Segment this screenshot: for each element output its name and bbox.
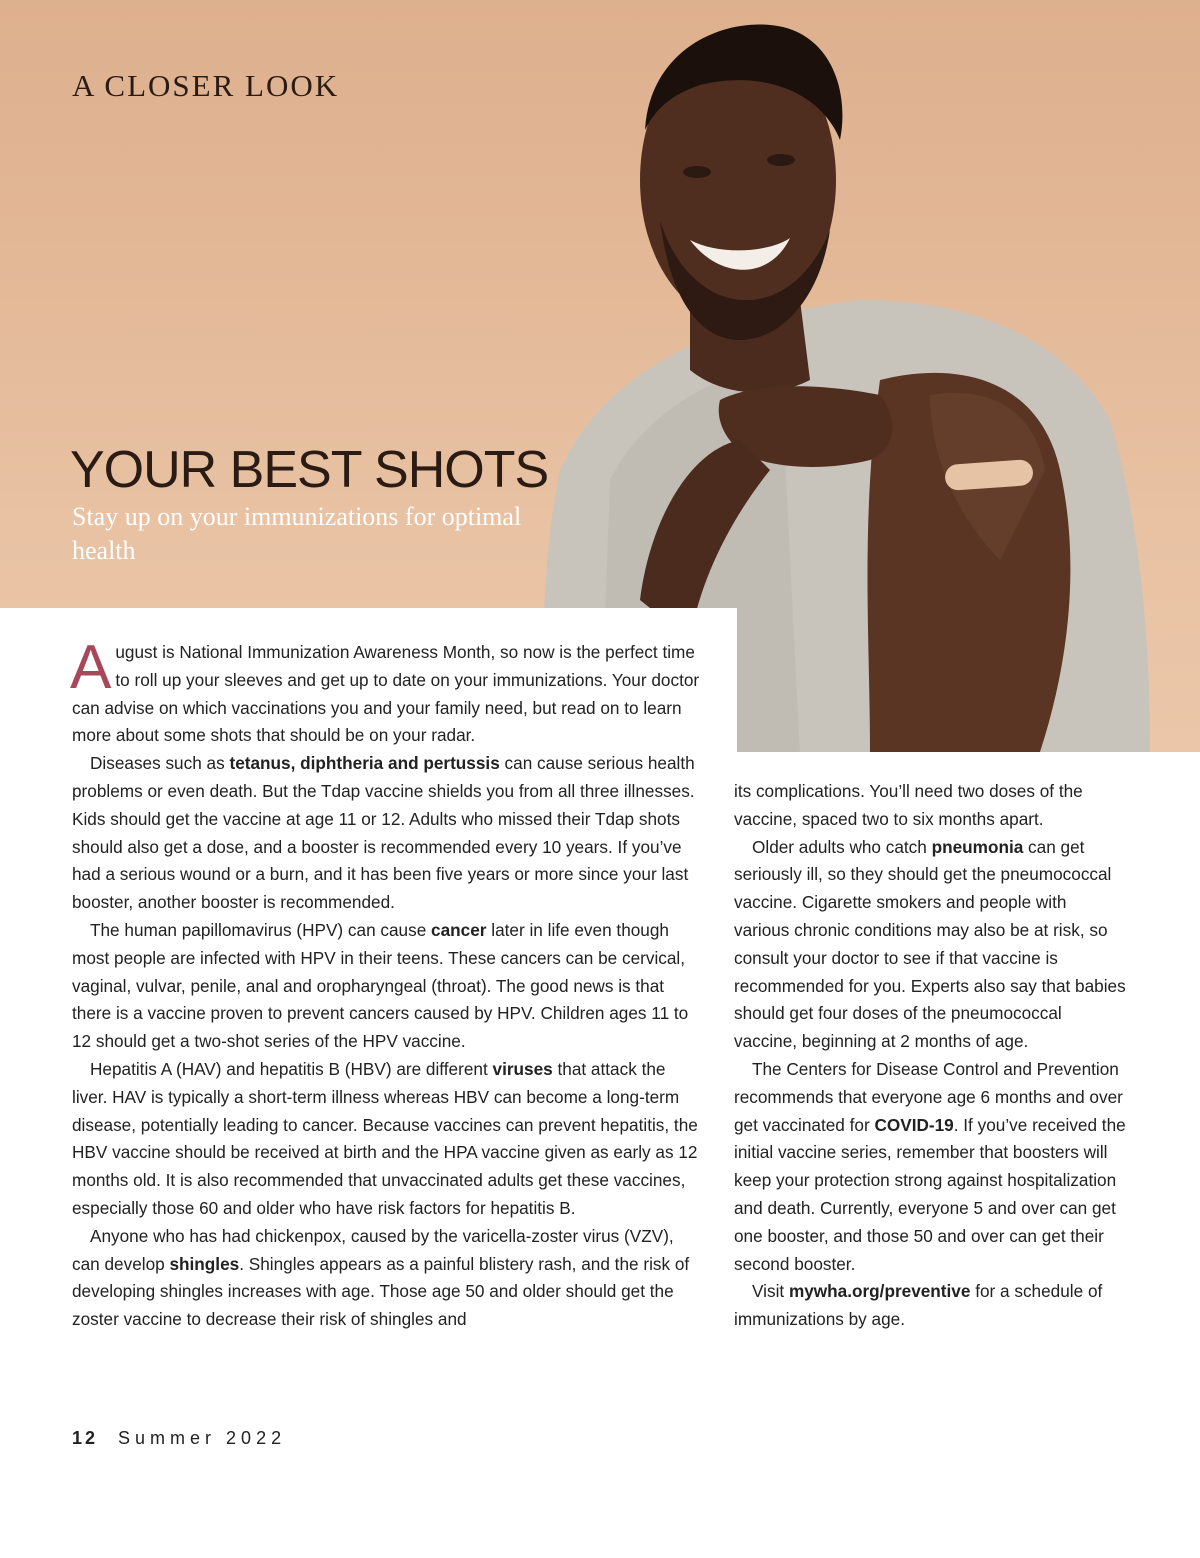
- page-footer: [72, 1428, 286, 1449]
- shingles-paragraph: Anyone who has had chickenpox, caused by the varicella-zoster virus (VZV), can develop shingles. Shingles appears as a painful blistery rash, and the risk of developing shingles increases with age. Those age 50 and older should get the zoster vaccine to decrease their risk of shingles and: [72, 1225, 690, 1330]
- tdap-paragraph: Diseases such as tetanus, diphtheria and pertussis can cause serious health problems or even death. But the Tdap vaccine shields you from all three illnesses. Kids should get the vaccine at age 11 or 12. Adults who missed their Tdap shots should also get a dose, and a booster is recommended every 10 years. If you’ve had a serious wound or a burn, and it has been five years or more since your last booster, another booster is recommended.: [72, 753, 695, 913]
- section-kicker: A CLOSER LOOK: [72, 68, 340, 103]
- hepatitis-paragraph: Hepatitis A (HAV) and hepatitis B (HBV) are different viruses that attack the liver. HAV is typically a short-term illness whereas HBV can become a long-term disease, potentially leading to cancer. Because vaccines can prevent hepatitis, the HBV vaccine should be received at birth and the HPA vaccine given as early as 12 months old. It is also recommended that unvaccinated adults get these vaccines, especially those 60 and older who have risk factors for hepatitis B.: [72, 1058, 698, 1218]
- intro-paragraph: August is National Immunization Awareness Month, so now is the perfect time to roll up your sleeves and get up to date on your immunizations. Your doctor can advise on which vaccinations you and your family need, but read on to learn more about some shots that should be on your radar.: [70, 633, 700, 746]
- page-number: 12: [72, 1428, 99, 1448]
- visit-paragraph: Visit mywha.org/preventive for a schedule of immunizations by age.: [734, 1281, 1103, 1330]
- shingles-continued-paragraph: its complications. You’ll need two doses of the vaccine, spaced two to six months apart.: [734, 781, 1083, 829]
- article-title: YOUR BEST SHOTS: [70, 441, 549, 499]
- drop-cap: A: [70, 633, 112, 702]
- article-column-left: [70, 633, 702, 1334]
- covid-paragraph: The Centers for Disease Control and Prevention recommends that everyone age 6 months and over get vaccinated for COVID-19. If you’ve received the initial vaccine series, remember that boosters will keep your protection strong against hospitalization and death. Currently, everyone 5 and over can get one booster, and those 50 and over can get their second booster.: [734, 1058, 1126, 1274]
- pneumonia-paragraph: Older adults who catch pneumonia can get seriously ill, so they should get the pneumococcal vaccine. Cigarette smokers and people with various chronic conditions may also be at risk, so consult your doctor to see if that vaccine is recommended for you. Experts also say that babies should get four doses of the pneumococcal vaccine, beginning at 2 months of age.: [734, 836, 1126, 1052]
- preventive-link[interactable]: mywha.org/preventive: [788, 1281, 971, 1302]
- hpv-paragraph: The human papillomavirus (HPV) can cause cancer later in life even though most people are infected with HPV in their teens. These cancers can be cervical, vaginal, vulvar, penile, anal and oropharyngeal (throat). The good news is that there is a vaccine proven to prevent cancers caused by HPV. Children ages 11 to 12 should get a two-shot series of the HPV vaccine.: [72, 919, 689, 1052]
- issue-label: Summer 2022: [118, 1428, 287, 1448]
- article-subtitle: Stay up on your immunizations for optimal health: [72, 502, 522, 565]
- article-column-right: [734, 778, 1126, 1334]
